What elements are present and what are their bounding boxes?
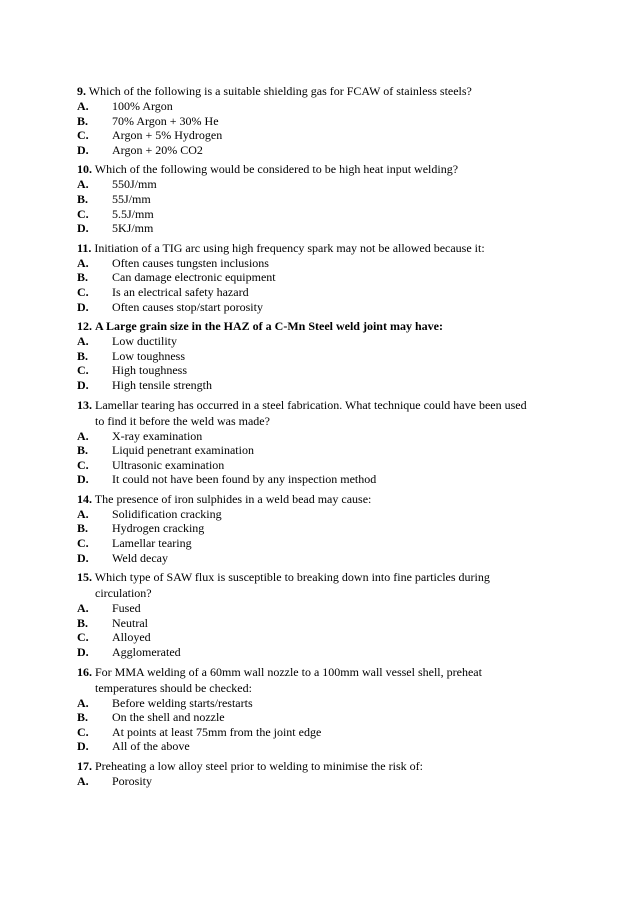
option-letter: A. [77, 506, 89, 521]
option-letter: A. [77, 177, 89, 192]
question-number: 17. [77, 759, 92, 773]
answer-option [77, 114, 597, 129]
question-text: Lamellar tearing has occurred in a steel fabrication. What technique could have been used [95, 397, 527, 412]
question-number: 9. [77, 84, 86, 98]
question-7 [77, 664, 597, 754]
option-text: Can damage electronic equipment [112, 270, 276, 285]
answer-option [77, 630, 597, 645]
option-text: Liquid penetrant examination [112, 443, 254, 458]
answer-option [77, 710, 597, 725]
question-number: 15. [77, 570, 92, 585]
question-stem-continuation: temperatures should be checked: [95, 680, 252, 695]
option-text: Porosity [112, 774, 153, 788]
option-text: On the shell and nozzle [112, 710, 225, 725]
option-letter: B. [77, 191, 89, 206]
question-stem [77, 664, 597, 680]
option-letter: A. [77, 255, 89, 270]
option-text: Neutral [112, 615, 148, 630]
option-text: High toughness [112, 363, 187, 378]
question-number: 12. [77, 319, 92, 334]
option-letter: D. [77, 472, 89, 487]
question-number: 13. [77, 397, 92, 412]
question-text: Which of the following would be considered to be high heat input welding? [94, 162, 459, 177]
answer-option [77, 536, 597, 551]
answer-option [77, 458, 597, 473]
question-stem [77, 491, 597, 507]
option-letter: A. [77, 774, 89, 788]
answer-option [77, 207, 597, 222]
option-letter: C. [77, 630, 89, 645]
question-stem-continuation: to find it before the weld was made? [95, 413, 270, 428]
option-text: All of the above [112, 739, 190, 754]
question-text: A Large grain size in the HAZ of a C-Mn Steel weld joint may have: [95, 319, 443, 334]
option-letter: A. [77, 99, 89, 113]
answer-option [77, 472, 597, 487]
question-6 [77, 569, 597, 659]
answer-option [77, 521, 597, 536]
option-letter: A. [77, 334, 89, 349]
option-text: Low toughness [112, 348, 185, 363]
option-text: Low ductility [112, 334, 177, 349]
answer-option [77, 507, 597, 522]
option-letter: C. [77, 128, 89, 143]
question-number: 10. [77, 162, 92, 177]
option-letter: D. [77, 550, 89, 565]
answer-option [77, 256, 597, 271]
answer-option [77, 128, 597, 143]
answer-option [77, 334, 597, 349]
option-letter: C. [77, 536, 89, 551]
question-number: 14. [77, 491, 92, 506]
option-text: It could not have been found by any inspection method [112, 472, 377, 487]
answer-option [77, 739, 597, 754]
option-letter: C. [77, 724, 89, 739]
answer-option [77, 616, 597, 631]
option-text: 550J/mm [112, 177, 157, 192]
option-letter: B. [77, 113, 89, 128]
option-letter: D. [77, 142, 89, 157]
option-text: Weld decay [112, 550, 169, 565]
answer-option [77, 601, 597, 616]
question-stem [77, 240, 597, 256]
option-letter: D. [77, 645, 89, 660]
option-text: At points at least 75mm from the joint edge [112, 724, 322, 739]
question-text: Which type of SAW flux is susceptible to breaking down into fine particles during [94, 570, 490, 585]
question-8 [77, 758, 597, 789]
option-text: Agglomerated [112, 645, 181, 660]
answer-option [77, 725, 597, 740]
option-letter: A. [77, 601, 89, 616]
option-text: Is an electrical safety hazard [112, 284, 249, 299]
answer-option [77, 143, 597, 158]
question-stem [77, 83, 597, 99]
answer-option [77, 99, 597, 114]
option-text: Argon + 20% CO2 [112, 142, 203, 157]
question-2 [77, 240, 597, 314]
option-text: Before welding starts/restarts [112, 695, 253, 710]
question-stem [77, 569, 597, 585]
option-letter: A. [77, 695, 89, 710]
option-text: Ultrasonic examination [112, 457, 225, 472]
option-text: 70% Argon + 30% He [112, 113, 219, 128]
option-letter: A. [77, 428, 89, 443]
question-text: Which of the following is a suitable shielding gas for FCAW of stainless steels? [88, 84, 472, 98]
question-text: Preheating a low alloy steel prior to welding to minimise the risk of: [95, 759, 423, 773]
question-sheet [77, 83, 597, 793]
option-text: Often causes stop/start porosity [112, 299, 263, 314]
question-4 [77, 397, 597, 487]
question-text: For MMA welding of a 60mm wall nozzle to a 100mm wall vessel shell, preheat [95, 664, 482, 679]
option-letter: C. [77, 363, 89, 378]
option-text: Argon + 5% Hydrogen [112, 128, 223, 143]
question-number: 16. [77, 664, 92, 679]
answer-option [77, 443, 597, 458]
option-letter: B. [77, 710, 89, 725]
option-text: Hydrogen cracking [112, 521, 205, 536]
answer-option [77, 221, 597, 236]
question-stem [77, 397, 597, 413]
question-5 [77, 491, 597, 565]
answer-option [77, 285, 597, 300]
question-stem [77, 758, 597, 774]
question-0 [77, 83, 597, 157]
answer-option [77, 177, 597, 192]
option-text: Alloyed [112, 630, 151, 645]
question-3 [77, 318, 597, 392]
option-text: 55J/mm [112, 191, 151, 206]
option-letter: B. [77, 443, 89, 458]
option-letter: B. [77, 270, 89, 285]
option-letter: D. [77, 739, 89, 754]
option-letter: B. [77, 615, 89, 630]
option-text: 5KJ/mm [112, 221, 154, 236]
answer-option [77, 349, 597, 364]
option-letter: D. [77, 377, 89, 392]
option-text: Fused [112, 601, 141, 616]
option-text: 5.5J/mm [112, 206, 154, 221]
answer-option [77, 363, 597, 378]
answer-option [77, 270, 597, 285]
answer-option [77, 551, 597, 566]
answer-option [77, 696, 597, 711]
answer-option [77, 300, 597, 315]
question-text: Initiation of a TIG arc using high frequency spark may not be allowed because it: [94, 240, 485, 255]
option-text: Lamellar tearing [112, 536, 192, 551]
question-number: 11. [77, 240, 92, 255]
option-text: Often causes tungsten inclusions [112, 255, 269, 270]
option-text: X-ray examination [112, 428, 203, 443]
answer-option [77, 192, 597, 207]
answer-option [77, 378, 597, 393]
option-letter: C. [77, 284, 89, 299]
option-letter: D. [77, 221, 89, 236]
option-letter: C. [77, 457, 89, 472]
question-text: The presence of iron sulphides in a weld bead may cause: [94, 491, 372, 506]
option-letter: D. [77, 299, 89, 314]
answer-option [77, 645, 597, 660]
option-letter: B. [77, 348, 89, 363]
option-letter: B. [77, 521, 89, 536]
answer-option [77, 429, 597, 444]
option-text: High tensile strength [112, 377, 212, 392]
option-letter: C. [77, 206, 89, 221]
question-1 [77, 161, 597, 235]
answer-option [77, 774, 597, 789]
option-text: 100% Argon [112, 99, 173, 113]
question-stem [77, 161, 597, 177]
question-stem [77, 318, 597, 334]
question-stem-continuation: circulation? [95, 586, 152, 601]
option-text: Solidification cracking [112, 506, 222, 521]
